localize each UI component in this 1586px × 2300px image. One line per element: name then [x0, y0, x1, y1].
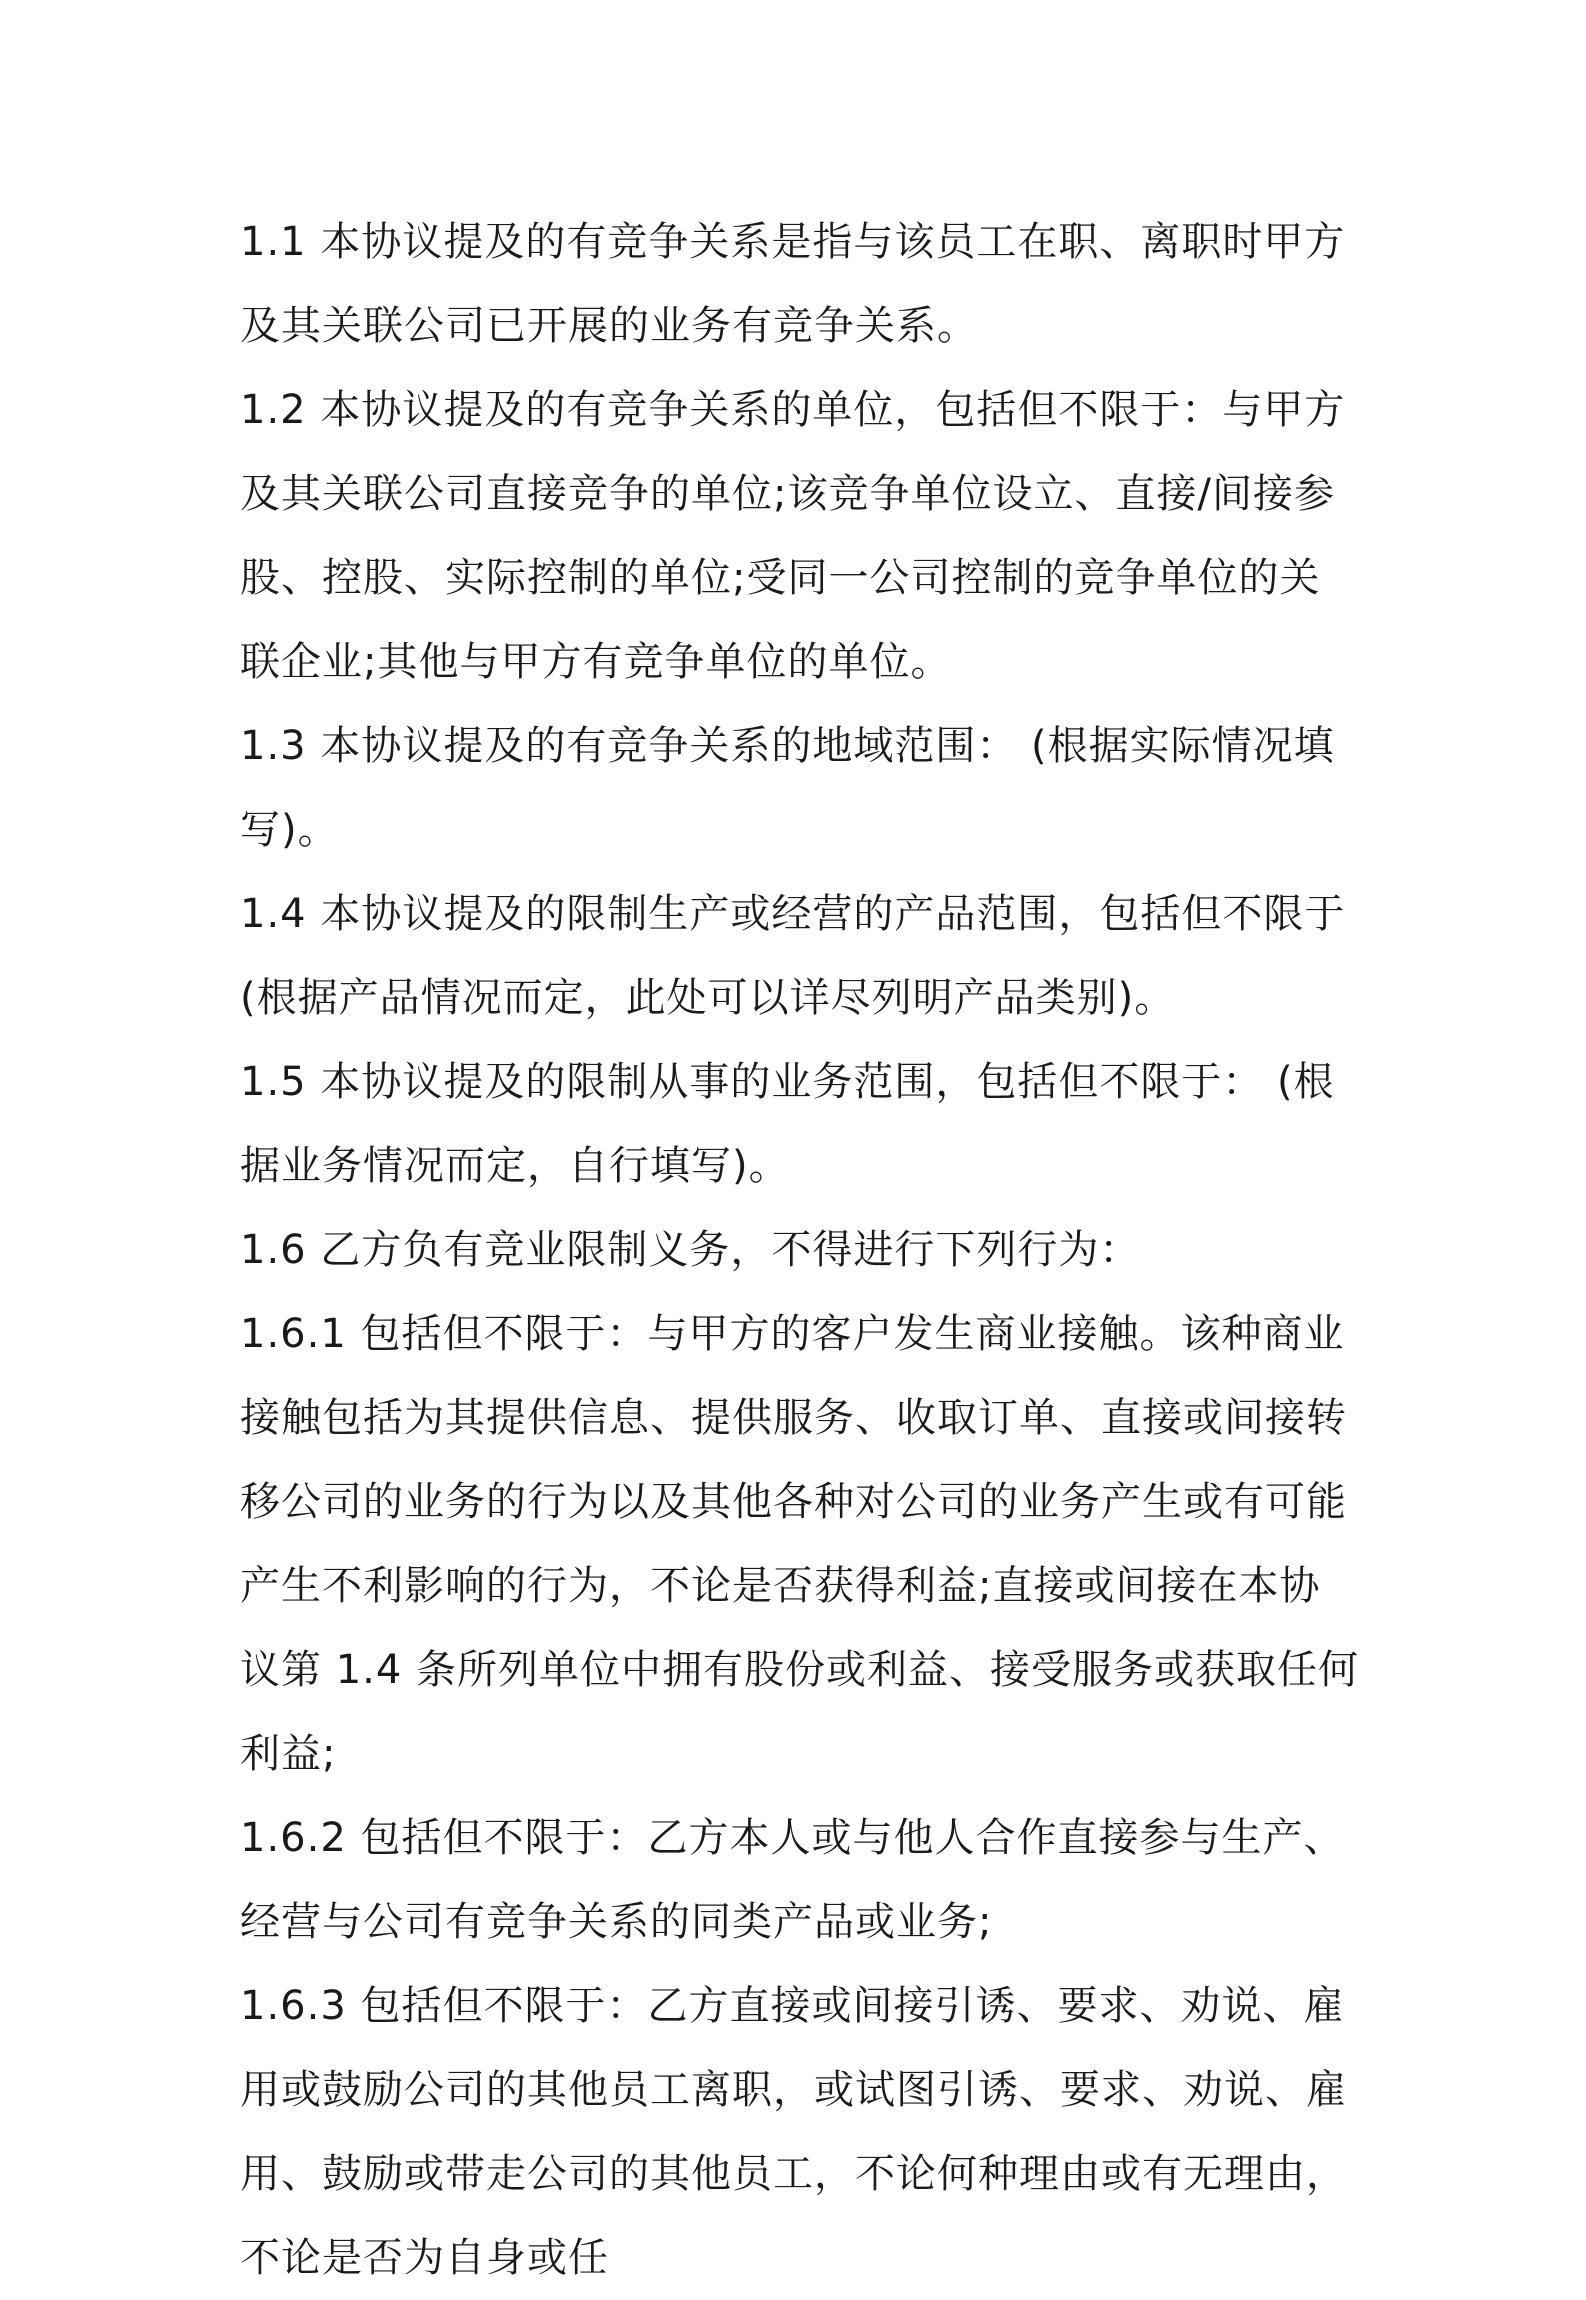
clause-1-6-3: 1.6.3 包括但不限于：乙方直接或间接引诱、要求、劝说、雇用或鼓励公司的其他员工离职，或试图引诱、要求、劝说、雇用、鼓励或带走公司的其他员工，不论何种理由或有无理由，不论是否为自身或任	[240, 1983, 1347, 2281]
clause-1-5: 1.5 本协议提及的限制从事的业务范围，包括但不限于： (根据业务情况而定，自行填写)。	[240, 1059, 1335, 1189]
clause-1-6-1: 1.6.1 包括但不限于：与甲方的客户发生商业接触。该种商业接触包括为其提供信息、提供服务、收取订单、直接或间接转移公司的业务的行为以及其他各种对公司的业务产生或有可能产生不利影响的行为，不论是否获得利益;直接或间接在本协议第 1.4 条所列单位中拥有股份或利益、接受服务或获取任何利益;	[240, 1311, 1360, 1777]
clause-1-4: 1.4 本协议提及的限制生产或经营的产品范围，包括但不限于 (根据产品情况而定，此处可以详尽列明产品类别)。	[240, 891, 1346, 1021]
clause-1-6-2: 1.6.2 包括但不限于：乙方本人或与他人合作直接参与生产、经营与公司有竞争关系的同类产品或业务;	[240, 1815, 1345, 1945]
clause-1-2: 1.2 本协议提及的有竞争关系的单位，包括但不限于：与甲方及其关联公司直接竞争的单位;该竞争单位设立、直接/间接参股、控股、实际控制的单位;受同一公司控制的竞争单位的关联企业;其他与甲方有竞争单位的单位。	[240, 387, 1346, 685]
document-body	[240, 200, 1360, 2300]
clause-1-3: 1.3 本协议提及的有竞争关系的地域范围： (根据实际情况填写)。	[240, 723, 1335, 853]
clause-1-6: 1.6 乙方负有竞业限制义务，不得进行下列行为：	[240, 1227, 1141, 1273]
clause-1-1: 1.1 本协议提及的有竞争关系是指与该员工在职、离职时甲方及其关联公司已开展的业务有竞争关系。	[240, 219, 1346, 349]
